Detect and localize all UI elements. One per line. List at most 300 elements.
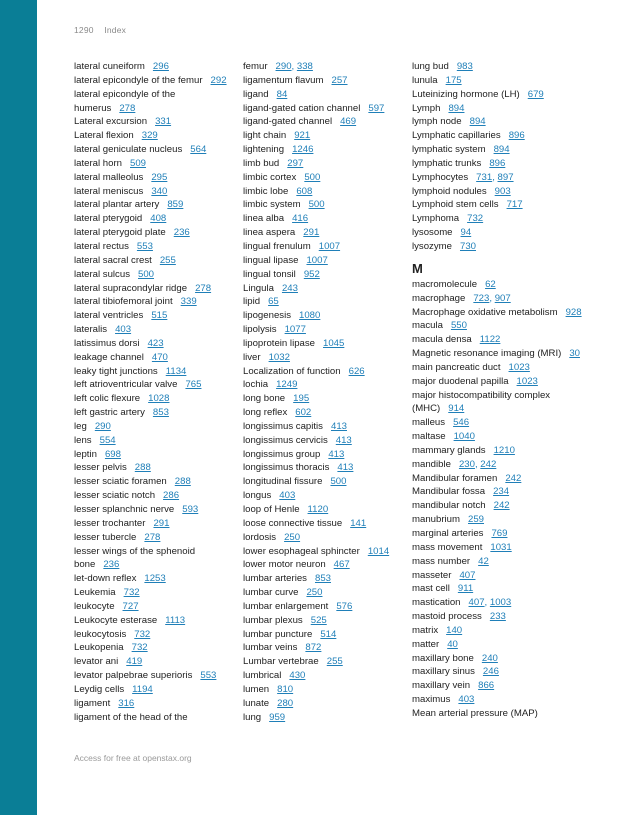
- index-entry: [412, 226, 582, 240]
- page-link[interactable]: 1031: [490, 541, 512, 553]
- index-entry: [74, 74, 236, 88]
- index-term: macula: [412, 320, 443, 332]
- index-term: Luteinizing hormone (LH): [412, 88, 520, 100]
- page-link[interactable]: 280: [277, 697, 294, 709]
- page-references: [182, 504, 198, 515]
- page-references: [323, 338, 344, 349]
- page-link[interactable]: 403: [279, 490, 296, 502]
- page-link[interactable]: 140: [446, 624, 463, 636]
- page-link[interactable]: 295: [151, 171, 168, 183]
- index-term: lung: [243, 711, 262, 723]
- index-term: lateral ventricles: [74, 310, 144, 322]
- page-link[interactable]: 255: [159, 254, 176, 266]
- index-entry: [412, 129, 582, 143]
- index-entry: [74, 531, 236, 545]
- page-link[interactable]: 553: [136, 240, 153, 252]
- page-link[interactable]: 240: [481, 652, 498, 664]
- page-link[interactable]: 853: [314, 573, 331, 585]
- page-link[interactable]: 732: [467, 213, 484, 225]
- index-entry: [243, 268, 405, 282]
- index-entry: [74, 489, 236, 503]
- page-link[interactable]: 765: [185, 379, 202, 391]
- page-link[interactable]: 292: [210, 74, 227, 86]
- page-link[interactable]: 727: [122, 600, 139, 612]
- index-term: leukocytosis: [74, 628, 127, 640]
- page-link[interactable]: 500: [138, 268, 155, 280]
- page-separator: ,: [489, 292, 495, 304]
- page-link[interactable]: 959: [269, 711, 286, 723]
- index-entry: [412, 306, 582, 320]
- index-term: maximus: [412, 694, 451, 706]
- page-link[interactable]: 853: [152, 407, 169, 419]
- page-link[interactable]: 242: [480, 458, 497, 470]
- index-entry: [243, 448, 405, 462]
- page-separator: ,: [291, 61, 297, 72]
- page-references: [151, 310, 167, 321]
- page-link[interactable]: 593: [182, 504, 199, 515]
- page-references: [320, 629, 336, 640]
- page-link[interactable]: 896: [508, 130, 525, 142]
- index-term: mammary glands: [412, 444, 486, 456]
- page-link[interactable]: 467: [333, 559, 350, 571]
- index-term: linea alba: [243, 213, 285, 225]
- index-term: lateralis: [74, 324, 108, 336]
- page-link[interactable]: 928: [565, 306, 582, 318]
- page-link[interactable]: 553: [200, 670, 217, 682]
- page-references: [337, 462, 353, 473]
- index-term: macula densa: [412, 334, 472, 346]
- page-references: [124, 587, 140, 598]
- page-link[interactable]: 1194: [132, 683, 153, 695]
- index-entry: [243, 88, 405, 102]
- page-link[interactable]: 286: [163, 490, 180, 502]
- page-link[interactable]: 626: [348, 365, 365, 377]
- page-link[interactable]: 291: [153, 517, 170, 529]
- index-term: Lymphatic capillaries: [412, 130, 501, 142]
- page-references: [277, 89, 288, 100]
- page-link[interactable]: 257: [331, 74, 348, 86]
- index-entry: [74, 337, 236, 351]
- page-references: [153, 518, 169, 529]
- index-entry: [74, 669, 236, 683]
- page-link[interactable]: 42: [478, 555, 489, 567]
- index-term: linea aspera: [243, 227, 296, 239]
- page-link[interactable]: 470: [151, 351, 168, 363]
- page-link[interactable]: 296: [152, 61, 169, 72]
- page-link[interactable]: 419: [126, 656, 143, 668]
- index-term: loop of Henle: [243, 504, 300, 515]
- page-link[interactable]: 236: [103, 559, 120, 571]
- page-link[interactable]: 896: [489, 157, 506, 169]
- page-link[interactable]: 233: [489, 611, 506, 623]
- index-entry: [243, 115, 405, 129]
- page-link[interactable]: 331: [155, 116, 172, 128]
- index-entry: [412, 375, 582, 389]
- index-entry: [74, 254, 236, 268]
- page-references: [167, 199, 183, 210]
- page-references: [446, 75, 462, 86]
- index-term: leukocyte: [74, 600, 115, 612]
- index-entry: [412, 60, 582, 74]
- index-term: left atrioventricular valve: [74, 379, 178, 391]
- page-link[interactable]: 769: [491, 528, 508, 539]
- page-link[interactable]: 897: [497, 171, 514, 183]
- page-references: [282, 283, 298, 294]
- page-link[interactable]: 679: [527, 88, 544, 100]
- index-term: lipogenesis: [243, 310, 292, 322]
- page-link[interactable]: 423: [147, 337, 164, 349]
- index-entry: [74, 420, 236, 434]
- page-link[interactable]: 597: [368, 102, 385, 114]
- index-term: left gastric artery: [74, 407, 145, 419]
- index-entry: [74, 226, 236, 240]
- index-term: levator palpebrae superioris: [74, 670, 193, 682]
- index-entry: [74, 198, 236, 212]
- index-term: Magnetic resonance imaging (MRI): [412, 348, 562, 360]
- index-term: lymphoid nodules: [412, 185, 487, 197]
- page-link[interactable]: 1077: [284, 324, 306, 336]
- page-references: [306, 587, 322, 598]
- page-link[interactable]: 62: [485, 278, 496, 290]
- index-entry: [243, 60, 405, 74]
- page-references: [350, 518, 366, 529]
- index-entry: [412, 198, 582, 212]
- index-entry: [412, 444, 582, 458]
- index-entry: [74, 683, 236, 697]
- page-link[interactable]: 1113: [165, 614, 186, 626]
- index-column-2: [243, 60, 405, 725]
- page-link[interactable]: 1080: [299, 310, 321, 322]
- index-entry: [243, 489, 405, 503]
- page-link[interactable]: 525: [310, 614, 327, 626]
- page-link[interactable]: 866: [478, 680, 495, 692]
- page-link[interactable]: 921: [294, 130, 311, 142]
- page-link[interactable]: 255: [326, 656, 343, 668]
- page-link[interactable]: 810: [277, 683, 294, 695]
- page-link[interactable]: 94: [460, 227, 472, 239]
- page-references: [150, 213, 166, 224]
- page-references: [276, 379, 297, 390]
- index-term: lumbrical: [243, 670, 282, 682]
- page-link[interactable]: 576: [336, 600, 353, 612]
- index-entry: [243, 157, 405, 171]
- page-references: [296, 186, 312, 197]
- page-link[interactable]: 407: [459, 569, 476, 581]
- page-references: [336, 435, 352, 446]
- index-entry: [243, 628, 405, 642]
- page-references: [448, 403, 464, 414]
- index-entry: [74, 614, 236, 628]
- side-color-bar: [0, 0, 37, 815]
- page-references: [200, 670, 216, 681]
- page-link[interactable]: 859: [167, 199, 184, 211]
- index-term: Mandibular fossa: [412, 486, 486, 498]
- page-link[interactable]: 608: [296, 185, 313, 197]
- index-term: lightening: [243, 144, 285, 156]
- page-link[interactable]: 242: [505, 472, 522, 484]
- page-link[interactable]: 230: [458, 458, 475, 470]
- page-link[interactable]: 730: [459, 240, 476, 252]
- page-references: [469, 597, 512, 608]
- index-term: maxillary bone: [412, 652, 474, 664]
- index-term: ligand: [243, 88, 269, 100]
- page-link[interactable]: 731: [476, 171, 493, 183]
- page-link[interactable]: 732: [134, 628, 151, 640]
- page-references: [138, 269, 154, 280]
- page-references: [284, 532, 300, 543]
- index-term: matrix: [412, 624, 439, 636]
- index-entry: [412, 679, 582, 693]
- page-link[interactable]: 500: [304, 171, 321, 183]
- page-link[interactable]: 413: [337, 462, 354, 474]
- index-term: maxillary vein: [412, 680, 471, 692]
- page-link[interactable]: 290: [94, 420, 111, 432]
- page-link[interactable]: 291: [303, 227, 320, 239]
- page-references: [478, 556, 489, 567]
- index-term: lesser wings of the sphenoid bone: [74, 545, 196, 571]
- page-link[interactable]: 1040: [453, 431, 475, 443]
- index-entry: [243, 212, 405, 226]
- index-entry: [412, 652, 582, 666]
- page-link[interactable]: 872: [305, 642, 322, 654]
- page-references: [327, 656, 343, 667]
- page-link[interactable]: 469: [340, 116, 357, 128]
- page-link[interactable]: 500: [330, 476, 347, 488]
- index-term: lysozyme: [412, 240, 452, 252]
- index-term: major histocompatibility complex (MHC): [412, 389, 551, 415]
- page-link[interactable]: 30: [569, 348, 580, 360]
- page-link[interactable]: 234: [493, 486, 510, 498]
- page-link[interactable]: 1253: [144, 573, 166, 585]
- page-link[interactable]: 246: [482, 666, 499, 678]
- page-link[interactable]: 339: [180, 296, 197, 308]
- page-link[interactable]: 430: [289, 670, 306, 682]
- page-link[interactable]: 546: [453, 417, 470, 429]
- index-entry: [243, 378, 405, 392]
- page-link[interactable]: 698: [104, 448, 121, 460]
- page-link[interactable]: 413: [335, 434, 352, 446]
- page-references: [269, 352, 290, 363]
- index-term: Mean arterial pressure (MAP): [412, 707, 538, 719]
- index-entry: [243, 254, 405, 268]
- page-link[interactable]: 1032: [268, 351, 290, 363]
- page-link[interactable]: 903: [494, 185, 511, 197]
- index-entry: [243, 669, 405, 683]
- page-references: [175, 476, 191, 487]
- page-link[interactable]: 278: [195, 282, 212, 294]
- page-references: [292, 213, 308, 224]
- index-entry: [74, 143, 236, 157]
- page-references: [105, 449, 121, 460]
- page-references: [476, 172, 513, 183]
- page-link[interactable]: 413: [330, 420, 347, 432]
- page-link[interactable]: 911: [457, 583, 474, 595]
- page-link[interactable]: 175: [445, 74, 462, 86]
- index-term: loose connective tissue: [243, 517, 343, 529]
- page-link[interactable]: 907: [494, 292, 511, 304]
- index-entry: [74, 212, 236, 226]
- page-references: [478, 680, 494, 691]
- page-link[interactable]: 40: [447, 638, 458, 650]
- page-link[interactable]: 340: [151, 185, 168, 197]
- page-link[interactable]: 290: [275, 61, 292, 72]
- index-entry: [412, 610, 582, 624]
- page-link[interactable]: 1134: [165, 365, 187, 377]
- page-link[interactable]: 1210: [493, 444, 515, 456]
- page-link[interactable]: 1122: [479, 334, 501, 346]
- index-term: lateral sacral crest: [74, 254, 152, 266]
- page-references: [295, 407, 311, 418]
- page-link[interactable]: 250: [284, 531, 301, 543]
- page-references: [328, 449, 344, 460]
- page-link[interactable]: 407: [468, 597, 485, 609]
- page-link[interactable]: 403: [458, 694, 475, 706]
- page-link[interactable]: 500: [308, 199, 325, 211]
- page-link[interactable]: 1023: [516, 375, 538, 387]
- page-link[interactable]: 983: [456, 61, 473, 72]
- index-term: leg: [74, 420, 87, 432]
- page-link[interactable]: 278: [119, 102, 136, 114]
- running-header: [74, 25, 126, 35]
- page-link[interactable]: 316: [118, 697, 135, 709]
- page-link[interactable]: 509: [130, 157, 147, 169]
- page-link[interactable]: 65: [268, 296, 279, 308]
- index-entry: [74, 655, 236, 669]
- index-entry: [412, 555, 582, 569]
- page-link[interactable]: 894: [469, 116, 486, 128]
- page-link[interactable]: 288: [174, 476, 191, 488]
- page-link[interactable]: 732: [131, 642, 148, 654]
- page-link[interactable]: 894: [493, 144, 510, 156]
- page-references: [459, 459, 496, 470]
- page-references: [299, 310, 320, 321]
- index-term: leakage channel: [74, 351, 144, 363]
- page-references: [181, 296, 197, 307]
- index-entry: [412, 292, 582, 306]
- index-entry: [243, 143, 405, 157]
- index-term: limbic lobe: [243, 185, 289, 197]
- page-references: [155, 116, 171, 127]
- page-link[interactable]: 141: [350, 517, 367, 529]
- page-link[interactable]: 602: [295, 407, 312, 419]
- page-link[interactable]: 514: [320, 628, 337, 640]
- page-link[interactable]: 564: [190, 144, 207, 156]
- index-entry: [412, 472, 582, 486]
- index-entry: [412, 541, 582, 555]
- index-term: lateral geniculate nucleus: [74, 144, 183, 156]
- index-entry: [243, 434, 405, 448]
- page-link[interactable]: 338: [296, 61, 313, 72]
- page-link[interactable]: 1023: [508, 361, 530, 373]
- page-references: [118, 698, 134, 709]
- page-references: [309, 199, 325, 210]
- page-link[interactable]: 195: [293, 393, 310, 405]
- page-link[interactable]: 236: [173, 227, 190, 239]
- page-references: [306, 255, 327, 266]
- page-link[interactable]: 408: [150, 213, 167, 225]
- page-link[interactable]: 1028: [148, 393, 170, 405]
- index-entry: [243, 545, 405, 559]
- page-references: [123, 601, 139, 612]
- page-link[interactable]: 554: [99, 434, 116, 446]
- page-references: [331, 421, 347, 432]
- index-entry: [412, 569, 582, 583]
- index-entry: [243, 102, 405, 116]
- index-entry: [243, 586, 405, 600]
- index-entry: [243, 558, 405, 572]
- page-references: [134, 629, 150, 640]
- page-link[interactable]: 250: [306, 587, 323, 599]
- page-link[interactable]: 242: [493, 500, 510, 512]
- index-entry: [74, 129, 236, 143]
- page-link[interactable]: 717: [506, 199, 523, 211]
- page-link[interactable]: 732: [123, 587, 140, 599]
- page-link[interactable]: 1120: [307, 504, 329, 515]
- page-link[interactable]: 413: [328, 448, 345, 460]
- page-link[interactable]: 550: [450, 320, 467, 332]
- page-link[interactable]: 1003: [489, 597, 512, 609]
- page-references: [304, 269, 320, 280]
- index-term: lateral sulcus: [74, 268, 130, 280]
- page-link[interactable]: 329: [141, 130, 158, 142]
- page-link[interactable]: 278: [144, 531, 161, 543]
- page-link[interactable]: 515: [151, 310, 168, 322]
- page-references: [480, 334, 501, 345]
- index-entry: [412, 527, 582, 541]
- page-link[interactable]: 1007: [318, 240, 341, 252]
- page-references: [160, 255, 176, 266]
- index-entry: [243, 420, 405, 434]
- index-entry: [74, 572, 236, 586]
- index-term: Leydig cells: [74, 683, 125, 695]
- page-link[interactable]: 416: [292, 213, 309, 225]
- index-term: lumbar arteries: [243, 573, 307, 585]
- page-references: [103, 559, 119, 570]
- page-references: [566, 307, 582, 318]
- page-link[interactable]: 403: [115, 324, 132, 336]
- page-references: [489, 158, 505, 169]
- page-link[interactable]: 297: [287, 157, 304, 169]
- page-link[interactable]: 723: [473, 292, 490, 304]
- index-entry: [74, 448, 236, 462]
- index-term: maxillary sinus: [412, 666, 475, 678]
- page-link[interactable]: 243: [281, 282, 298, 294]
- index-term: Lymphoma: [412, 213, 460, 225]
- page-number: 1290: [74, 25, 94, 35]
- index-entry: [74, 434, 236, 448]
- page-link[interactable]: 1249: [276, 379, 298, 391]
- page-link[interactable]: 1045: [323, 337, 345, 349]
- page-link[interactable]: 1007: [306, 254, 328, 266]
- index-term: mastication: [412, 597, 461, 609]
- page-link[interactable]: 914: [448, 403, 465, 415]
- page-link[interactable]: 259: [468, 514, 485, 526]
- index-term: lipoprotein lipase: [243, 337, 315, 349]
- index-entry: [74, 309, 236, 323]
- page-references: [451, 320, 467, 331]
- index-entry: [74, 351, 236, 365]
- page-link[interactable]: 84: [276, 88, 288, 100]
- index-entry: [412, 143, 582, 157]
- page-link[interactable]: 288: [134, 462, 151, 474]
- page-link[interactable]: 952: [303, 268, 320, 280]
- index-term: lymph node: [412, 116, 462, 128]
- page-link[interactable]: 1246: [292, 144, 314, 156]
- index-term: lesser sciatic foramen: [74, 476, 167, 488]
- page-link[interactable]: 1014: [367, 545, 390, 557]
- page-link[interactable]: 894: [448, 102, 465, 114]
- index-entry: [243, 697, 405, 711]
